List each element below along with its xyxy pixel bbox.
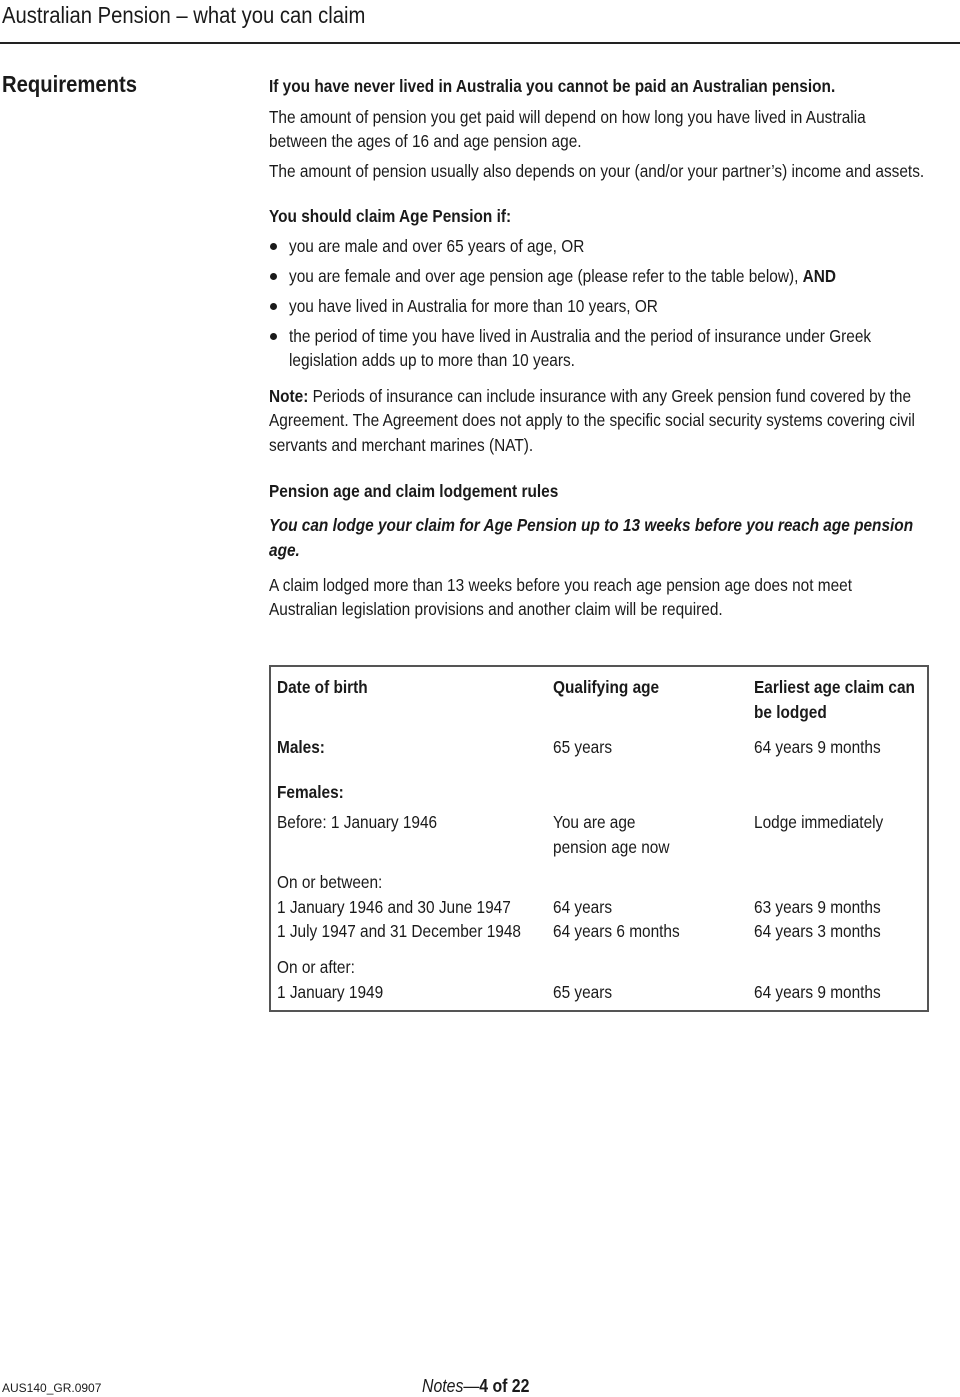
- claim-heading: You should claim Age Pension if:: [269, 206, 512, 226]
- lodgement-italic-line-2: age.: [269, 540, 300, 560]
- claim-bullet-text: you are male and over 65 years of age, OR: [289, 236, 585, 256]
- table-cell: On or between:: [277, 872, 383, 892]
- bullet-icon: [270, 333, 277, 340]
- page-title: Australian Pension – what you can claim: [2, 2, 366, 28]
- table-cell: 1 July 1947 and 31 December 1948: [277, 921, 522, 941]
- note-label: Note:: [269, 386, 309, 406]
- note-line-1: Note: Periods of insurance can include insurance with any Greek pension fund covered by the: [269, 386, 912, 406]
- table-cell: 65 years: [553, 982, 613, 1002]
- table-cell: 65 years: [553, 737, 613, 757]
- pension-age-table: [269, 665, 929, 1012]
- intro-lead: If you have never lived in Australia you cannot be paid an Australian pension.: [269, 76, 836, 96]
- intro-assets-line: The amount of pension usually also depends on your (and/or your partner’s) income and assets.: [269, 161, 925, 181]
- table-row-males-label: Males:: [277, 737, 325, 757]
- bullet-icon: [270, 303, 277, 310]
- notes-dash: —: [463, 1376, 480, 1396]
- table-cell: Lodge immediately: [754, 812, 884, 832]
- table-cell: Before: 1 January 1946: [277, 812, 438, 832]
- table-cell: 64 years: [553, 897, 613, 917]
- header-divider: [0, 42, 960, 44]
- lodgement-body-line-1: A claim lodged more than 13 weeks before you reach age pension age does not meet: [269, 575, 853, 595]
- table-header-dob: Date of birth: [277, 677, 368, 697]
- bullet-icon: [270, 273, 277, 280]
- table-cell: 64 years 3 months: [754, 921, 881, 941]
- table-cell: 1 January 1946 and 30 June 1947: [277, 897, 511, 917]
- note-line-3: servants and merchant marines (NAT).: [269, 435, 534, 455]
- document-code: AUS140_GR.0907: [2, 1381, 102, 1395]
- claim-bullet-text: you have lived in Australia for more than 10 years, OR: [289, 296, 658, 316]
- bullet-icon: [270, 243, 277, 250]
- table-row-females-label: Females:: [277, 782, 344, 802]
- note-line-2: Agreement. The Agreement does not apply to the specific social security systems covering civil: [269, 410, 915, 430]
- table-cell: 64 years 9 months: [754, 737, 881, 757]
- table-cell: pension age now: [553, 837, 670, 857]
- lodgement-heading: Pension age and claim lodgement rules: [269, 481, 559, 501]
- table-cell: 64 years 9 months: [754, 982, 881, 1002]
- table-header-qualifying: Qualifying age: [553, 677, 660, 697]
- table-cell: On or after:: [277, 957, 355, 977]
- notes-label: Notes: [422, 1376, 464, 1396]
- page-footer: [422, 1376, 529, 1397]
- lodgement-body-line-2: Australian legislation provisions and another claim will be required.: [269, 599, 723, 619]
- claim-bullet-text: the period of time you have lived in Australia and the period of insurance under Greek: [289, 326, 872, 346]
- intro-amount-line-2: between the ages of 16 and age pension age.: [269, 131, 582, 151]
- lodgement-italic-line-1: You can lodge your claim for Age Pension up to 13 weeks before you reach age pension: [269, 515, 914, 535]
- table-cell: 64 years 6 months: [553, 921, 680, 941]
- intro-amount-line-1: The amount of pension you get paid will depend on how long you have lived in Australia: [269, 107, 866, 127]
- table-cell: You are age: [553, 812, 636, 832]
- table-header-earliest: Earliest age claim can: [754, 677, 915, 697]
- page-number: 4 of 22: [479, 1376, 530, 1396]
- table-header-earliest-cont: be lodged: [754, 702, 827, 722]
- claim-bullet-text-cont: legislation adds up to more than 10 years.: [289, 350, 575, 370]
- table-cell: 1 January 1949: [277, 982, 384, 1002]
- and-keyword: AND: [802, 266, 837, 286]
- table-cell: 63 years 9 months: [754, 897, 881, 917]
- section-heading-requirements: Requirements: [2, 71, 137, 97]
- claim-bullet-text: you are female and over age pension age (please refer to the table below), AND: [289, 266, 837, 286]
